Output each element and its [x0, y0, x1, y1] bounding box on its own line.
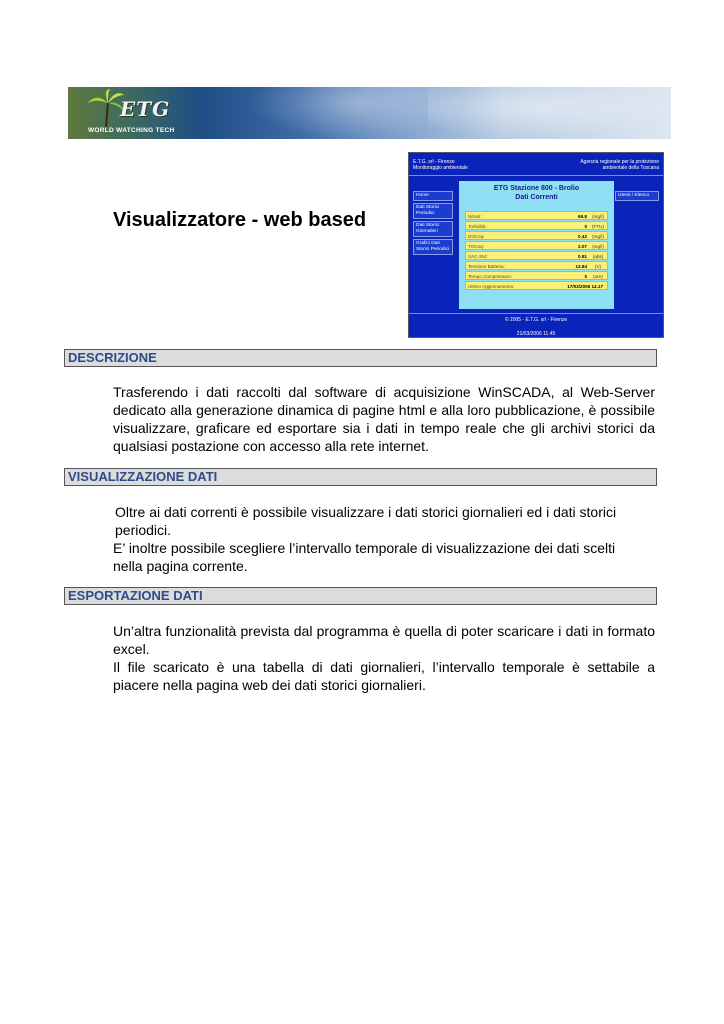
section-heading-esportazione: ESPORTAZIONE DATI	[64, 587, 657, 605]
header-banner	[68, 87, 671, 139]
data-row: SAC-254: 0.91 (abs)	[465, 251, 608, 260]
current-data-panel	[459, 181, 614, 309]
visualizzazione-text: Oltre ai dati correnti è possibile visualizzare i dati storici giornalieri ed i dati storici periodici. E’ inoltre possibile scegliere l’intervallo temporale di visualizzazione dei dati scelti nella pagina corrente.	[113, 504, 617, 574]
logo-subtitle: WORLD WATCHING TECH	[88, 127, 175, 134]
current-data-rows	[465, 211, 608, 291]
data-row: Torbidità: 0 (FTU)	[465, 221, 608, 230]
web-ui-screenshot	[408, 152, 664, 338]
screenshot-footer-copyright: © 2005 - E.T.G. srl - Firenze	[504, 317, 568, 323]
section-heading-visualizzazione: VISUALIZZAZIONE DATI	[64, 468, 657, 486]
data-row: Tensione Batteria: 13.84 (V)	[465, 261, 608, 270]
logo-text: ETG	[120, 97, 171, 121]
panel-station-title: ETG Stazione 800 - Brolio	[493, 185, 580, 192]
panel-subtitle: Dati Correnti	[515, 194, 558, 201]
screenshot-nav	[413, 191, 453, 257]
screenshot-header-left: E.T.G. srl - Firenze Monitoraggio ambientale	[413, 159, 468, 171]
nav-item-grafici: Grafici Dati Storici Periodici	[413, 239, 453, 255]
screenshot-users-button: Utenti / Elenco	[615, 191, 659, 201]
esportazione-text: Un’altra funzionalità prevista dal programma è quella di poter scaricare i dati in formato excel. Il file scaricato è una tabella di dati giornalieri, l’intervallo temporale è settabile a piacere nella pagina web dei dati storici giornalieri.	[113, 623, 655, 693]
data-row: Tempo Compressore: 0 (ore)	[465, 271, 608, 280]
data-row: DOCeq: 0.43 (mg/l)	[465, 231, 608, 240]
section-heading-descrizione: DESCRIZIONE	[64, 349, 657, 367]
page-title: Visualizzatore - web based	[113, 209, 367, 231]
nav-item-home: Home	[413, 191, 453, 201]
nav-item-dati-storici-periodici: Dati Storici Periodici	[413, 203, 453, 219]
data-row: Nitrati: 65.8 (mg/l)	[465, 211, 608, 220]
screenshot-footer-date: 21/03/2006 11.45	[516, 331, 556, 337]
nav-item-dati-storici-giornalieri: Dati Storici Giornalieri	[413, 221, 453, 237]
descrizione-text: Trasferendo i dati raccolti dal software di acquisizione WinSCADA, al Web-Server dedicato alla generazione dinamica di pagine html e alla loro pubblicazione, è possibile visualizzare, graficare ed esportare sia i dati in tempo reale che gli archivi storici da qualsiasi postazione con accesso alla rete internet.	[113, 384, 655, 454]
data-row: TOCeq: 2.07 (mg/l)	[465, 241, 608, 250]
data-row: Ultimo Aggiornamento: 17/03/2006 14.17	[465, 281, 608, 290]
screenshot-header-right: Agenzia regionale per la protezione ambientale della Toscana	[580, 159, 659, 171]
